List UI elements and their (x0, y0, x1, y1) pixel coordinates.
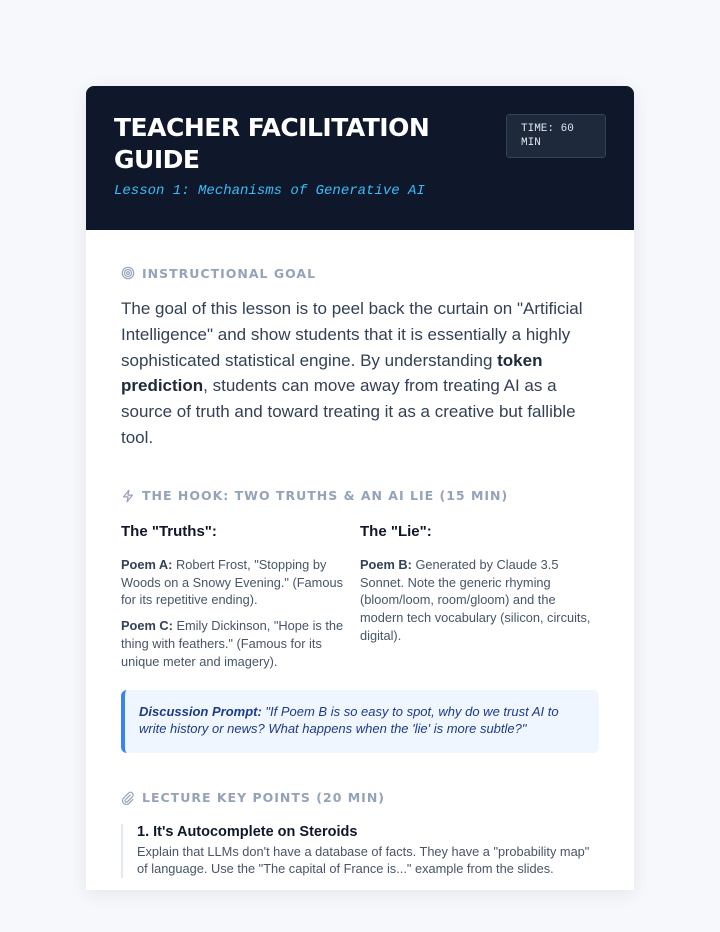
instructional-goal-text: The goal of this lesson is to peel back the curtain on "Artificial Intelligence" and show students that it is essentially a highly sophisticated statistical engine. By understanding token prediction, students can move away from treating AI as a source of truth and toward treating it as a creative but fallible tool. (121, 299, 583, 447)
key-point-1 (121, 824, 599, 878)
paperclip-icon (121, 791, 135, 805)
time-badge: TIME: 60 MIN (506, 114, 606, 158)
poem-b: Poem B: Generated by Claude 3.5 Sonnet. Note the generic rhyming (bloom/loom, room/gloom) and the modern tech vocabulary (silicon, circuits, digital). (360, 556, 591, 643)
key-point-title: 1. It's Autocomplete on Steroids (137, 823, 358, 840)
section-label-text: INSTRUCTIONAL GOAL (142, 265, 317, 281)
hook-columns (121, 523, 599, 679)
discussion-prompt (121, 690, 599, 753)
lie-heading: The "Lie": (360, 522, 432, 540)
section-label-text: THE HOOK: TWO TRUTHS & AN AI LIE (15 MIN) (142, 488, 509, 504)
instructional-goal-heading (121, 265, 599, 281)
guide-header (86, 86, 634, 230)
poem-a: Poem A: Robert Frost, "Stopping by Woods on a Snowy Evening." (Famous for its repetitive ending). (121, 556, 343, 608)
key-point-text: Explain that LLMs don't have a database of facts. They have a "probability map" of language. Use the "The capital of France is..." example from the slides. (137, 843, 590, 877)
truths-column (121, 523, 360, 679)
prompt-label: Discussion Prompt: (139, 703, 262, 719)
target-icon (121, 266, 135, 280)
lesson-subtitle: Lesson 1: Mechanisms of Generative AI (114, 183, 425, 199)
goal-emphasis: token prediction (121, 350, 543, 396)
truths-heading: The "Truths": (121, 522, 217, 540)
lecture-heading (121, 790, 599, 806)
poem-c: Poem C: Emily Dickinson, "Hope is the thing with feathers." (Famous for its unique meter and imagery). (121, 618, 344, 669)
prompt-text: "If Poem B is so easy to spot, why do we trust AI to write history or news? What happens when the 'lie' is more subtle?" (139, 703, 559, 737)
section-label-text: LECTURE KEY POINTS (20 MIN) (142, 790, 386, 806)
guide-body (86, 230, 634, 878)
lie-column (360, 523, 599, 679)
facilitation-guide-card (86, 86, 634, 890)
lightning-icon (121, 489, 135, 503)
page-title: TEACHER FACILITATION GUIDE (114, 113, 430, 174)
hook-heading (121, 488, 599, 504)
